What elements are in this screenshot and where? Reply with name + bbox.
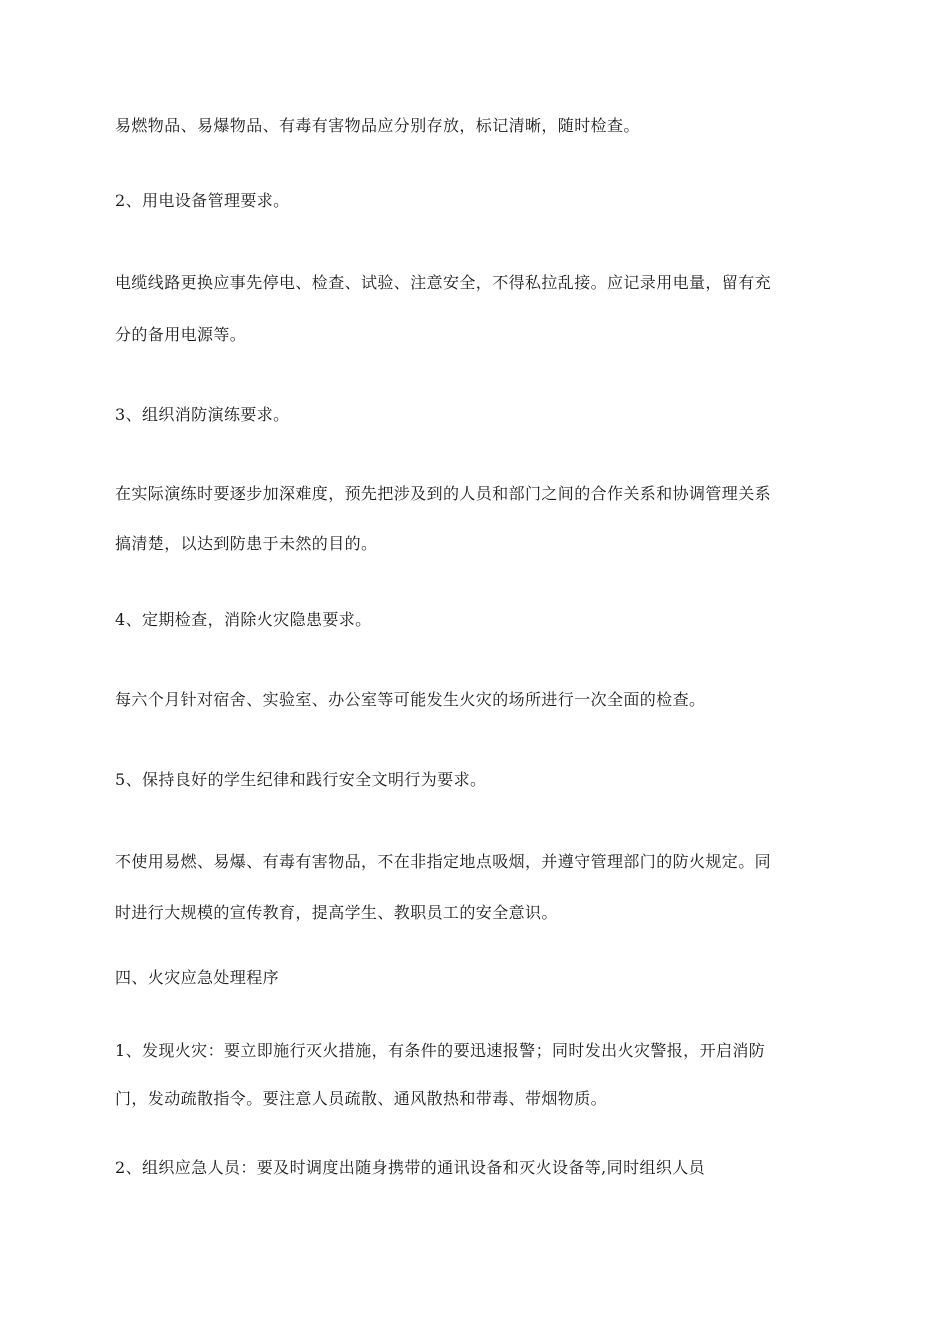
section-heading-inspection: 4、定期检查，消除火灾隐患要求。 — [115, 610, 372, 629]
electrical-text-line-1: 电缆线路更换应事先停电、检查、试验、注意安全，不得私拉乱接。应记录用电量，留有充 — [115, 273, 772, 292]
emergency-step1-line-1: 1、发现火灾：要立即施行灭火措施，有条件的要迅速报警；同时发出火灾警报，开启消防 — [115, 1041, 766, 1060]
drill-text-line-1: 在实际演练时要逐步加深难度，预先把涉及到的人员和部门之间的合作关系和协调管理关系 — [115, 484, 772, 503]
drill-text-line-2: 搞清楚，以达到防患于未然的目的。 — [115, 534, 378, 553]
section-heading-discipline: 5、保持良好的学生纪律和践行安全文明行为要求。 — [115, 770, 487, 789]
discipline-text-line-2: 时进行大规模的宣传教育，提高学生、教职员工的安全意识。 — [115, 903, 558, 922]
discipline-text-line-1: 不使用易燃、易爆、有毒有害物品，不在非指定地点吸烟，并遵守管理部门的防火规定。同 — [115, 852, 772, 871]
inspection-text: 每六个月针对宿舍、实验室、办公室等可能发生火灾的场所进行一次全面的检查。 — [115, 690, 706, 709]
chapter-heading-emergency: 四、火灾应急处理程序 — [115, 968, 280, 987]
section-heading-electrical: 2、用电设备管理要求。 — [115, 191, 290, 210]
storage-requirement-text: 易燃物品、易爆物品、有毒有害物品应分别存放，标记清晰，随时检查。 — [115, 116, 640, 135]
electrical-text-line-2: 分的备用电源等。 — [115, 325, 247, 344]
section-heading-drill: 3、组织消防演练要求。 — [115, 405, 290, 424]
emergency-step1-line-2: 门，发动疏散指令。要注意人员疏散、通风散热和带毒、带烟物质。 — [115, 1089, 608, 1108]
emergency-step2-line-1: 2、组织应急人员：要及时调度出随身携带的通讯设备和灭火设备等,同时组织人员 — [115, 1158, 706, 1177]
